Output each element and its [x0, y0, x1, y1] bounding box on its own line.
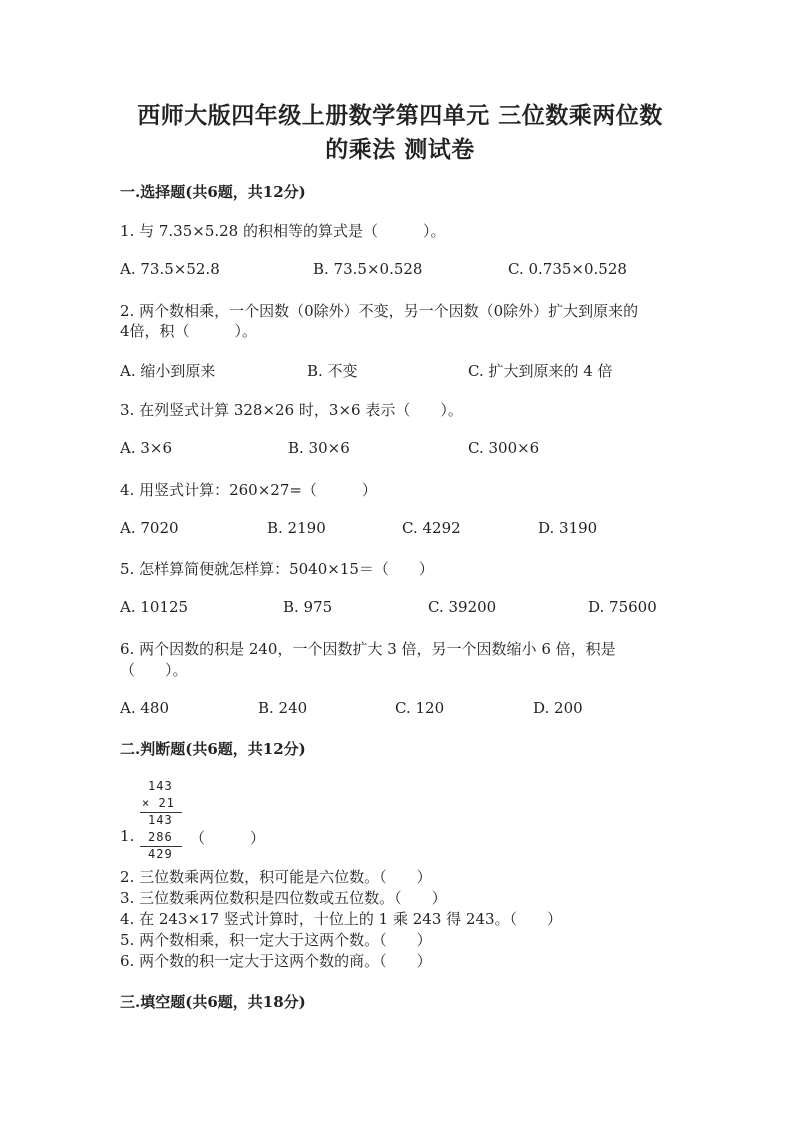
question-3-stem: 3. 在列竖式计算 328×26 时，3×6 表示（ ）。 [120, 401, 463, 419]
question-3-option-a: A. 3×6 [120, 439, 173, 457]
question-2-option-a: A. 缩小到原来 [120, 362, 216, 380]
question-6-option-c: C. 120 [395, 699, 445, 717]
question-2-stem: 2. 两个数相乘，一个因数（0除外）不变，另一个因数（0除外）扩大到原来的 [120, 302, 639, 320]
question-6-option-a: A. 480 [120, 699, 169, 717]
question-3-option-c: C. 300×6 [468, 439, 540, 457]
question-2-option-b: B. 不变 [307, 362, 358, 380]
question-4-option-d: D. 3190 [538, 519, 598, 537]
judge-item-3: 3. 三位数乘两位数积是四位数或五位数。（ ） [120, 889, 447, 907]
calc-partial-1: 143 [148, 813, 173, 827]
question-1-option-c: C. 0.735×0.528 [508, 260, 627, 278]
section-heading-fill: 三.填空题(共6题，共18分) [120, 993, 306, 1011]
question-1-stem: 1. 与 7.35×5.28 的积相等的算式是（ ）。 [120, 222, 446, 240]
question-4-option-c: C. 4292 [402, 519, 461, 537]
judge-item-2: 2. 三位数乘两位数，积可能是六位数。（ ） [120, 868, 432, 886]
question-5-option-a: A. 10125 [120, 598, 189, 616]
calc-multiplier: × 21 [142, 796, 175, 810]
page-title: 西师大版四年级上册数学第四单元 三位数乘两位数 [137, 102, 663, 129]
section-heading-choice: 一.选择题(共6题，共12分) [120, 183, 306, 201]
judge-1-number: 1. [120, 827, 135, 845]
judge-item-4: 4. 在 243×17 竖式计算时，十位上的 1 乘 243 得 243。（ ） [120, 910, 563, 928]
question-5-option-c: C. 39200 [428, 598, 497, 616]
question-4-stem: 4. 用竖式计算：260×27=（ ） [120, 481, 377, 499]
judge-item-5: 5. 两个数相乘，积一定大于这两个数。（ ） [120, 931, 432, 949]
question-4-option-a: A. 7020 [120, 519, 179, 537]
page-title-line2: 的乘法 测试卷 [325, 136, 475, 163]
question-6-option-d: D. 200 [533, 699, 583, 717]
calc-partial-2: 286 [148, 830, 173, 844]
calc-multiplicand: 143 [148, 779, 173, 793]
question-6-option-b: B. 240 [258, 699, 308, 717]
question-1-option-a: A. 73.5×52.8 [120, 260, 220, 278]
question-5-option-b: B. 975 [283, 598, 333, 616]
judge-item-6: 6. 两个数的积一定大于这两个数的商。（ ） [120, 952, 432, 970]
calc-result: 429 [148, 847, 173, 861]
judge-1-blank: （ ） [190, 829, 266, 847]
question-2-option-c: C. 扩大到原来的 4 倍 [468, 362, 613, 380]
question-2-stem-cont: 4倍，积（ ）。 [120, 322, 258, 340]
question-1-option-b: B. 73.5×0.528 [313, 260, 423, 278]
section-heading-judge: 二.判断题(共6题，共12分) [120, 740, 306, 758]
question-5-stem: 5. 怎样算简便就怎样算：5040×15＝（ ） [120, 560, 434, 578]
question-6-stem-cont: （ ）。 [120, 661, 188, 679]
question-6-stem: 6. 两个因数的积是 240，一个因数扩大 3 倍，另一个因数缩小 6 倍，积是 [120, 640, 616, 658]
question-4-option-b: B. 2190 [267, 519, 326, 537]
question-3-option-b: B. 30×6 [288, 439, 350, 457]
question-5-option-d: D. 75600 [588, 598, 657, 616]
